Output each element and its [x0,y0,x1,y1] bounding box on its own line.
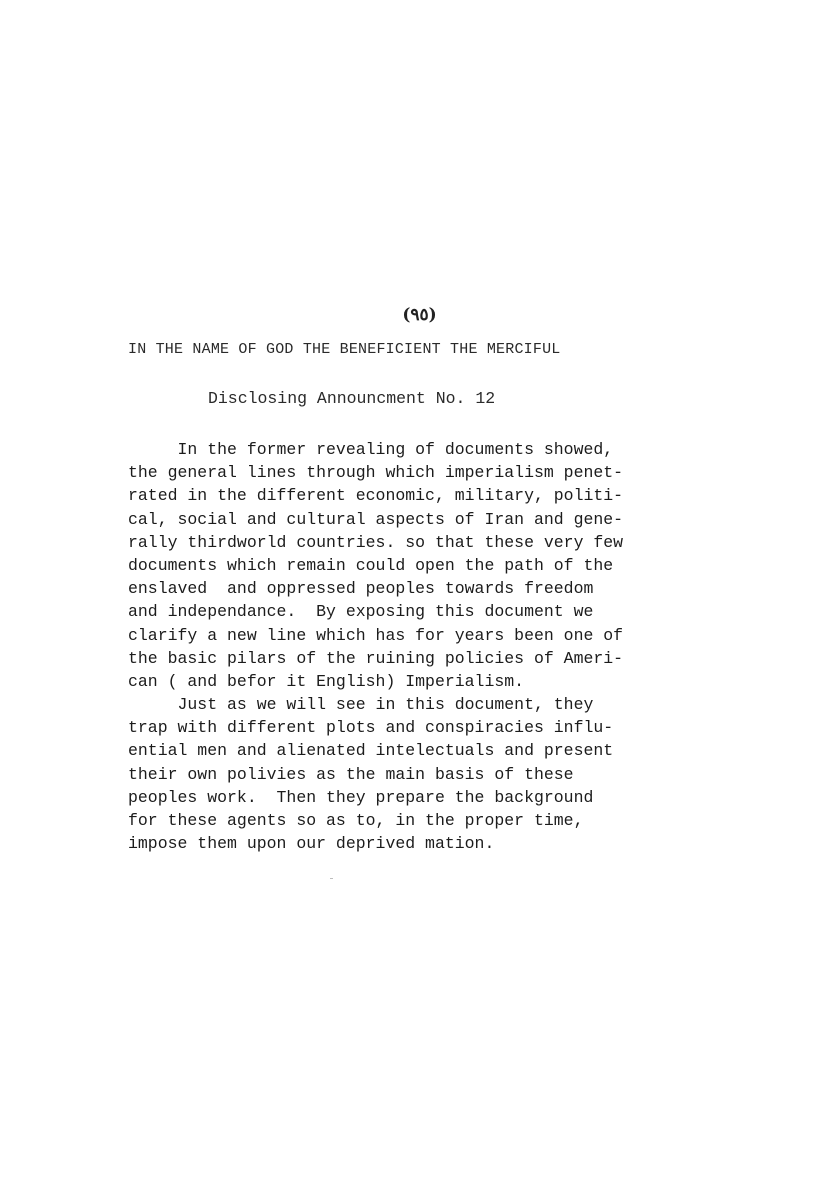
body-line: rated in the different economic, military, politi- [128,486,624,506]
body-line: and independance. By exposing this document we [128,602,594,622]
body-line: impose them upon our deprived mation. [128,834,495,854]
body-line: can ( and befor it English) Imperialism. [128,671,525,691]
page-number: (٩٥) [402,305,437,325]
body-line: the basic pilars of the ruining policies of Ameri- [128,648,624,668]
body-line: Just as we will see in this document, they [128,695,594,715]
invocation-heading: IN THE NAME OF GOD THE BENEFICIENT THE MERCIFUL [128,341,561,358]
body-line: the general lines through which imperialism penet- [128,463,624,483]
announcement-title: Disclosing Announcment No. 12 [208,389,496,408]
body-line: for these agents so as to, in the proper time, [128,811,584,830]
body-line: clarify a new line which has for years been one of [128,625,624,645]
body-line: peoples work. Then they prepare the background [128,787,594,807]
body-line: cal, social and cultural aspects of Iran and gene- [128,509,624,529]
body-line: rally thirdworld countries. so that these very few [128,532,624,552]
body-text [128,438,728,855]
scan-speck [330,878,333,879]
body-line: documents which remain could open the path of the [128,555,614,575]
body-line: In the former revealing of documents showed, [128,440,614,459]
body-line: enslaved and oppressed peoples towards freedom [128,579,594,599]
body-line: trap with different plots and conspiracies influ- [128,718,614,738]
body-line: ential men and alienated intelectuals and present [128,741,614,761]
body-line: their own polivies as the main basis of these [128,764,574,784]
